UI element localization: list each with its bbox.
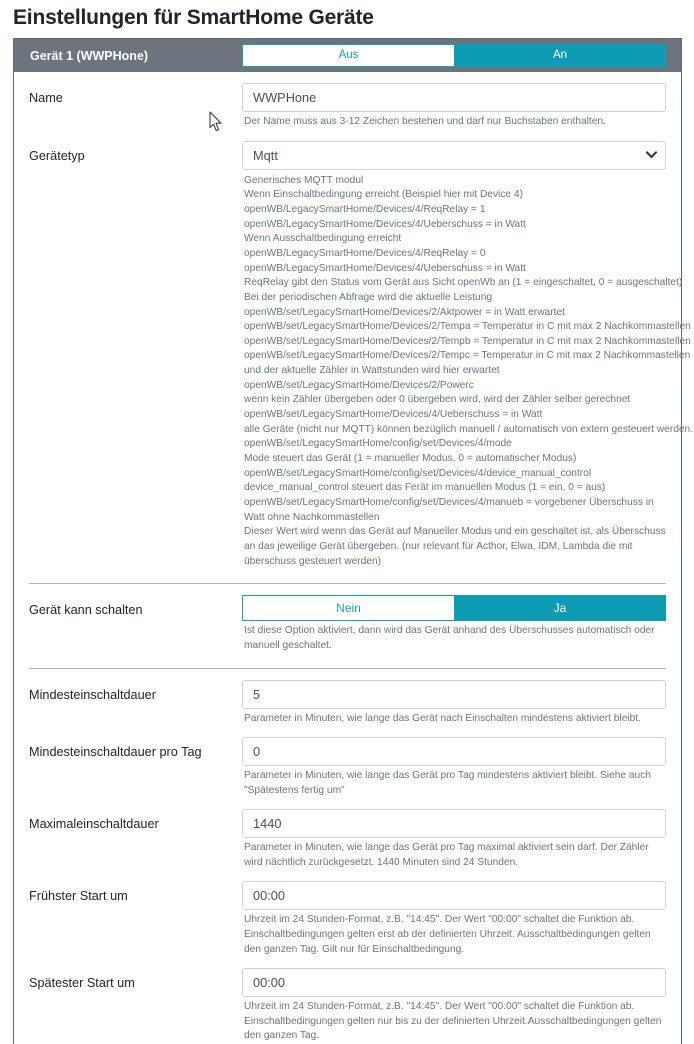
help-line: Mode steuert das Gerät (1 = manueller Modus, 0 = automatischer Modus) [244, 453, 577, 465]
help-line: openWB/LegacySmartHome/Devices/4/ReqRelay = 1 [244, 203, 486, 215]
can-switch-yes-button[interactable]: Ja [454, 595, 666, 621]
help-line: openWB/LegacySmartHome/Devices/4/Ueberschuss = in Watt [244, 262, 526, 274]
form-row-max-on-duration [29, 798, 666, 870]
help-line: und der aktuelle Zähler in Wattstunden wird hier erwartet [244, 365, 500, 377]
earliest-start-input[interactable] [242, 881, 666, 910]
device-type-select-wrapper[interactable] [242, 141, 666, 170]
label-name: Name [29, 91, 63, 105]
help-min-on-duration-per-day: Parameter in Minuten, wie lange das Gerät pro Tag mindestens aktiviert bleibt. Siehe auch "Spätestens fertig um" [244, 770, 651, 796]
min-on-duration-input[interactable] [242, 680, 666, 709]
field-min-on-duration [242, 680, 666, 727]
help-line: openWB/set/LegacySmartHome/Devices/2/Tempb = Temperatur in C mit max 2 Nachkommastellen [244, 335, 691, 347]
help-line: device_manual_control steuert das Ferät im manuellen Modus (1 = ein, 0 = aus) [244, 482, 606, 494]
device-power-on-button[interactable]: An [454, 44, 666, 67]
form-row-min-on-duration [29, 669, 666, 727]
label-device-type: Gerätetyp [29, 148, 85, 163]
can-switch-no-button[interactable]: Nein [242, 595, 454, 621]
field-min-on-duration-per-day [242, 737, 666, 798]
form-row-device-type [29, 130, 694, 570]
field-device-type [242, 141, 694, 570]
help-device-type [242, 170, 694, 570]
help-line: openWB/LegacySmartHome/Devices/4/Ueberschuss = in Watt [244, 218, 526, 230]
help-line: openWB/set/LegacySmartHome/Devices/2/Tempc = Temperatur in C mit max 2 Nachkommastellen [244, 350, 691, 362]
card-header [14, 39, 681, 72]
device-type-select[interactable]: Mqtt [242, 141, 666, 170]
max-on-duration-input[interactable] [242, 809, 666, 838]
label-min-on-duration: Mindesteinschaltdauer [29, 687, 156, 702]
label-min-on-duration-per-day: Mindesteinschaltdauer pro Tag [29, 745, 202, 760]
form-row-latest-start [29, 957, 666, 1044]
help-line: ReqRelay gibt den Status vom Gerät aus Sicht openWb an (1 = eingeschaltet, 0 = ausgeschaltet) [244, 277, 683, 289]
help-latest-start: Uhrzeit im 24 Stunden-Format, z.B. "14:45". Der Wert "00:00" schaltet die Funktion ab. Einschaltbedingungen gelten nur bis zu der definierten Uhrzeit.Ausschaltbedingungen gelten den ganzen Tag. [244, 1001, 662, 1042]
field-max-on-duration [242, 809, 666, 870]
help-line: openWB/set/LegacySmartHome/Devices/2/Tempa = Temperatur in C mit max 2 Nachkommastellen [244, 321, 691, 333]
help-line: openWB/set/LegacySmartHome/config/set/Devices/4/mode [244, 438, 512, 450]
form-row-name [29, 72, 666, 130]
latest-start-input[interactable] [242, 968, 666, 997]
card-body [14, 72, 694, 1044]
help-line: openWB/set/LegacySmartHome/Devices/2/Aktpower = in Watt erwartet [244, 306, 565, 318]
help-line: Bei der periodischen Abfrage wird die aktuelle Leistung [244, 291, 493, 303]
field-latest-start [242, 968, 666, 1044]
page-title: Einstellungen für SmartHome Geräte [13, 6, 374, 29]
min-on-duration-per-day-input[interactable] [242, 737, 666, 766]
help-name: Der Name muss aus 3-12 Zeichen bestehen und darf nur Buchstaben enthalten. [244, 116, 606, 127]
device-power-off-button[interactable]: Aus [242, 44, 454, 67]
help-line: openWB/set/LegacySmartHome/Devices/4/Ueberschuss = in Watt [244, 409, 543, 421]
field-can-switch [242, 595, 666, 653]
form-row-can-switch [29, 584, 666, 653]
label-can-switch: Gerät kann schalten [29, 603, 143, 618]
field-name [242, 83, 666, 130]
card-header-title: Gerät 1 (WWPHone) [30, 48, 149, 63]
device-settings-card [13, 38, 694, 1044]
help-line: openWB/LegacySmartHome/Devices/4/ReqRelay = 0 [244, 247, 486, 259]
help-line: openWB/set/LegacySmartHome/config/set/Devices/4/manueb = vorgebener Überschuss in Watt ohne Nachkommastellen [244, 497, 654, 523]
device-power-toggle[interactable] [242, 44, 666, 67]
help-line: Wenn Einschaltbedingung erreicht (Beispiel hier mit Device 4) [244, 189, 523, 201]
help-can-switch: Ist diese Option aktiviert, dann wird das Gerät anhand des Überschusses automatisch oder manuell geschaltet. [244, 625, 655, 651]
help-line: openWB/set/LegacySmartHome/config/set/Devices/4/device_manual_control [244, 467, 592, 479]
help-line: Generisches MQTT modul [244, 174, 364, 186]
help-min-on-duration: Parameter in Minuten, wie lange das Gerät nach Einschalten mindestens aktiviert bleibt. [244, 712, 641, 724]
help-line: alle Geräte (nicht nur MQTT) können bezüglich manuell / automatisch von extern gesteuert werden. [244, 423, 694, 435]
form-row-min-on-duration-per-day [29, 726, 666, 798]
help-max-on-duration: Parameter in Minuten, wie lange das Gerät pro Tag maximal aktiviert sein darf. Der Zähler wird nächtlich zurückgesetzt. 1440 Minuten sind 24 Stunden. [244, 842, 649, 868]
label-earliest-start: Frühster Start um [29, 889, 128, 904]
name-input[interactable] [242, 83, 666, 112]
form-row-earliest-start [29, 870, 666, 957]
help-line: Dieser Wert wird wenn das Gerät auf Manueller Modus und ein geschaltet ist, als Überschuss an das jeweilige Gerät übergeben. (nur relevant für Acthor, Elwa, IDM, Lambda die mit überschuss gesteuert werden) [244, 526, 666, 567]
label-max-on-duration: Maximaleinschaltdauer [29, 817, 159, 832]
help-line: Wenn Ausschaltbedingung erreicht [244, 233, 402, 245]
can-switch-toggle[interactable] [242, 595, 666, 621]
help-earliest-start: Uhrzeit im 24 Stunden-Format, z.B. "14:45". Der Wert "00:00" schaltet die Funktion ab. Einschaltbedingungen gelten erst ab der definierten Uhrzeit. Ausschaltbedingungen gelten den ganzen Tag. Gilt nur für Einschaltbedingung. [244, 914, 651, 955]
help-line: wenn kein Zähler übergeben oder 0 übergeben wird, wird der Zähler selber gerechnet [244, 394, 631, 406]
help-line: openWB/set/LegacySmartHome/Devices/2/Powerc [244, 379, 474, 391]
label-latest-start: Spätester Start um [29, 976, 135, 991]
field-earliest-start [242, 881, 666, 957]
